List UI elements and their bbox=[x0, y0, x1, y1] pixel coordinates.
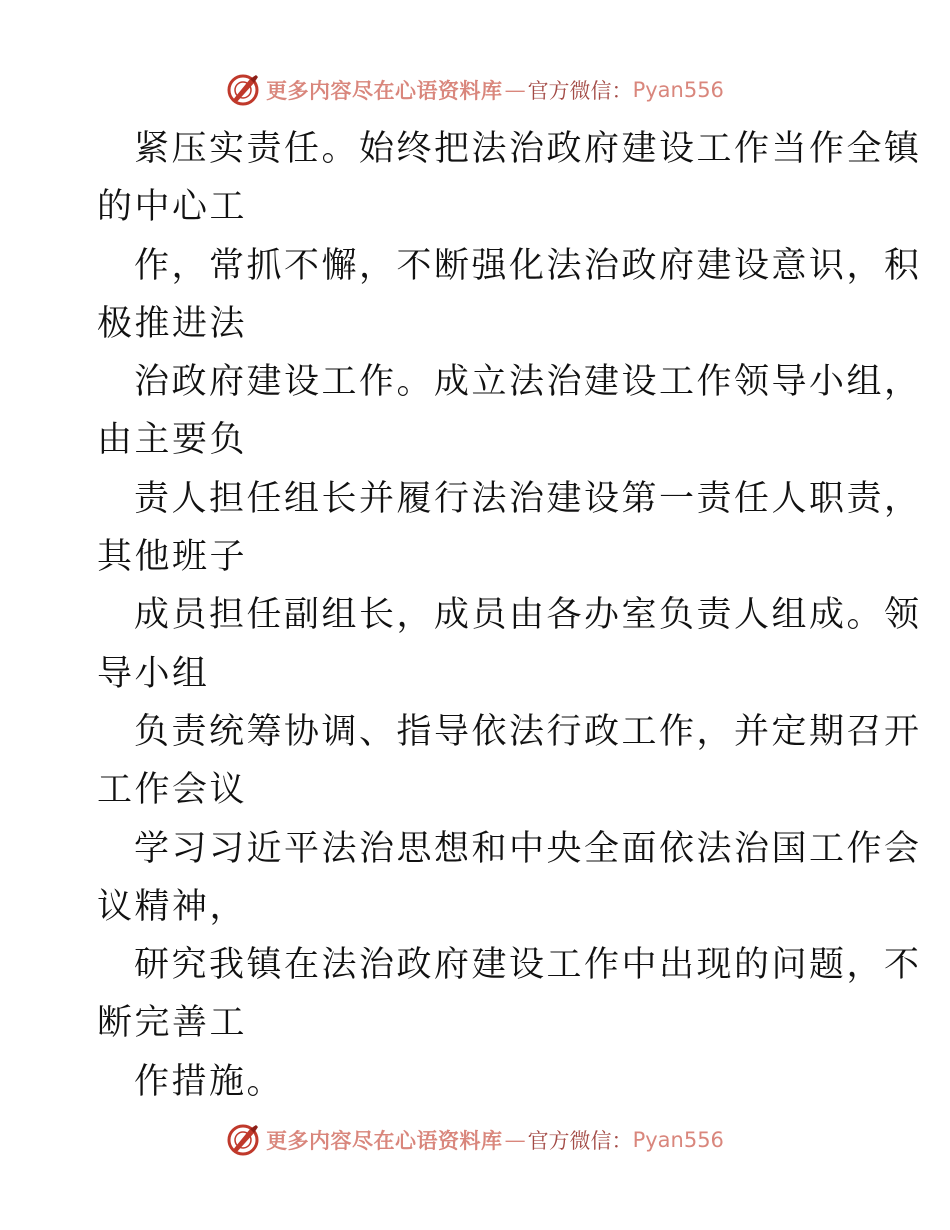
footer-wechat-id: Pyan556 bbox=[632, 1128, 724, 1152]
body-line: 的中心工 bbox=[97, 187, 248, 228]
body-line: 研究我镇在法治政府建设工作中出现的问题，不 bbox=[134, 945, 922, 986]
body-line: 其他班子 bbox=[97, 537, 248, 578]
header-banner-text bbox=[266, 75, 724, 105]
body-line: 断完善工 bbox=[97, 1003, 248, 1044]
footer-banner-text bbox=[266, 1125, 724, 1155]
body-line: 紧压实责任。始终把法治政府建设工作当作全镇 bbox=[134, 129, 922, 169]
header-wechat-label: 官方微信： bbox=[527, 79, 633, 103]
body-line: 作措施。 bbox=[134, 1061, 285, 1102]
body-line: 责人担任组长并履行法治建设第一责任人职责， bbox=[134, 478, 922, 519]
document-body bbox=[97, 120, 922, 1111]
body-line: 极推进法 bbox=[97, 303, 248, 344]
header-dash: — bbox=[504, 78, 526, 102]
body-line: 议精神， bbox=[97, 886, 248, 927]
footer-wechat-label: 官方微信： bbox=[527, 1129, 633, 1153]
footer-dash: — bbox=[504, 1128, 526, 1152]
body-line: 工作会议 bbox=[97, 770, 248, 811]
pen-circle-logo-icon bbox=[226, 1123, 260, 1157]
body-line: 成员担任副组长，成员由各办室负责人组成。领 bbox=[134, 595, 922, 636]
pen-circle-logo-icon bbox=[226, 73, 260, 107]
header-site-text: 更多内容尽在心语资料库 bbox=[266, 78, 503, 103]
body-line: 作，常抓不懈，不断强化法治政府建设意识，积 bbox=[134, 245, 922, 286]
body-line: 负责统筹协调、指导依法行政工作，并定期召开 bbox=[134, 711, 922, 752]
header-wechat-id: Pyan556 bbox=[632, 78, 724, 102]
body-line: 导小组 bbox=[97, 653, 210, 694]
body-line: 学习习近平法治思想和中央全面依法治国工作会 bbox=[134, 828, 922, 869]
body-line: 治政府建设工作。成立法治建设工作领导小组， bbox=[134, 362, 922, 403]
footer-banner bbox=[0, 1118, 950, 1162]
body-line: 由主要负 bbox=[97, 420, 248, 461]
header-banner bbox=[0, 68, 950, 112]
footer-site-text: 更多内容尽在心语资料库 bbox=[266, 1128, 503, 1153]
